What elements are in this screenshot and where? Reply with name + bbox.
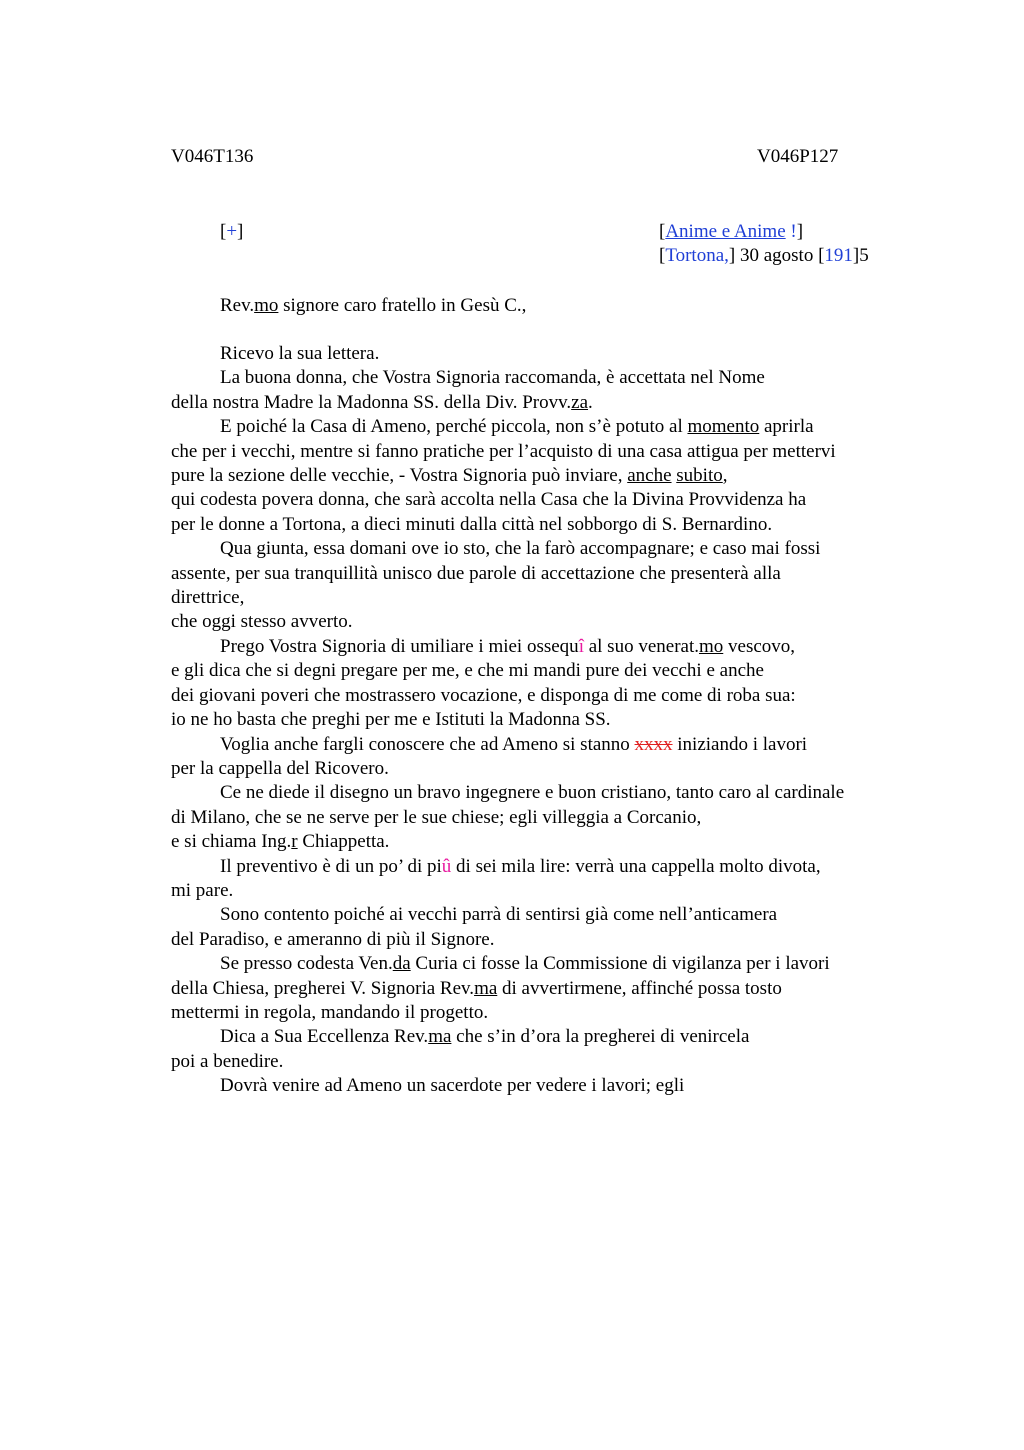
- place-name: Tortona,: [665, 245, 729, 266]
- text-line: Ce ne diede il disegno un bravo ingegnere e buon cristiano, tanto caro al cardinale: [220, 782, 845, 804]
- text-line: mettermi in regola, mandando il progetto.: [171, 1001, 489, 1023]
- text-line: di Milano, che se ne serve per le sue chiese; egli villeggia a Corcanio,: [171, 806, 702, 828]
- date-line: [Tortona,] 30 agosto [191]5: [659, 245, 869, 266]
- motto-exclamation: !: [790, 221, 797, 242]
- cross-marker: [220, 221, 243, 243]
- text-line: direttrice,: [171, 587, 245, 609]
- text-line: La buona donna, che Vostra Signoria raccomanda, è accettata nel Nome: [220, 367, 765, 389]
- text-line: Sono contento poiché ai vecchi parrà di sentirsi già come nell’anticamera: [220, 904, 778, 926]
- text-line: per la cappella del Ricovero.: [171, 757, 389, 779]
- editorial-mark: î: [578, 635, 584, 657]
- text-line: e si chiama Ing.r Chiappetta.: [171, 831, 390, 853]
- year-partial: 191: [824, 245, 853, 266]
- text-line: Dovrà venire ad Ameno un sacerdote per vedere i lavori; egli: [220, 1075, 685, 1097]
- bracket: [: [659, 221, 666, 242]
- motto: [659, 221, 803, 243]
- salutation: Rev.mo signore caro fratello in Gesù C.,: [220, 295, 527, 316]
- text-line: Ricevo la sua lettera.: [220, 343, 380, 364]
- struck-text: xxxx: [634, 733, 673, 755]
- text-line: del Paradiso, e ameranno di più il Signore.: [171, 928, 495, 950]
- motto-link[interactable]: Anime e Anime: [665, 221, 786, 242]
- right-page-code: V046P127: [757, 146, 839, 167]
- text-line: E poiché la Casa di Ameno, perché piccola, non s’è potuto al momento aprirla: [220, 416, 814, 438]
- text-line: qui codesta povera donna, che sarà accolta nella Casa che la Divina Provvidenza ha: [171, 489, 807, 511]
- text-line: Se presso codesta Ven.da Curia ci fosse la Commissione di vigilanza per i lavori: [220, 953, 830, 975]
- text-line: Voglia anche fargli conoscere che ad Ameno si stanno xxxx iniziando i lavori: [220, 733, 808, 755]
- text-line: che per i vecchi, mentre si fanno pratiche per l’acquisto di una casa attigua per mettervi: [171, 440, 836, 462]
- text-line: dei giovani poveri che mostrassero vocazione, e disponga di me come di roba sua:: [171, 684, 796, 706]
- letter-body: [171, 342, 931, 1099]
- date-text: ] 30 agosto [: [728, 245, 825, 266]
- text-line: della nostra Madre la Madonna SS. della Div. Provv.za.: [171, 391, 593, 413]
- text-line: Qua giunta, essa domani ove io sto, che la farò accompagnare; e caso mai fossi: [220, 538, 821, 560]
- text-line: della Chiesa, pregherei V. Signoria Rev.ma di avvertirmene, affinché possa tosto: [171, 977, 782, 999]
- text-line: per le donne a Tortona, a dieci minuti dalla città nel sobborgo di S. Bernardino.: [171, 513, 773, 535]
- cross-symbol: +: [226, 221, 238, 242]
- bracket: ]: [796, 221, 804, 242]
- abbreviation: mo: [254, 295, 279, 316]
- text-line: assente, per sua tranquillità unisco due parole di accettazione che presenterà alla: [171, 562, 781, 584]
- left-page-code: V046T136: [171, 146, 254, 167]
- text-line: Prego Vostra Signoria di umiliare i miei ossequî al suo venerat.mo vescovo,: [220, 635, 796, 657]
- text-line: io ne ho basta che preghi per me e Istituti la Madonna SS.: [171, 709, 611, 731]
- bracket: ]: [237, 221, 244, 242]
- text-line: Il preventivo è di un po’ di piû di sei mila lire: verrà una cappella molto divota,: [220, 855, 821, 877]
- text-line: poi a benedire.: [171, 1050, 284, 1072]
- text-line: che oggi stesso avverto.: [171, 611, 353, 633]
- text-line: pure la sezione delle vecchie, - Vostra Signoria può inviare, anche subito,: [171, 465, 728, 487]
- text-line: e gli dica che si degni pregare per me, e che mi mandi pure dei vecchi e anche: [171, 660, 764, 682]
- bracket: [: [220, 221, 227, 242]
- text-line: Dica a Sua Eccellenza Rev.ma che s’in d’ora la pregherei di venircela: [220, 1026, 750, 1048]
- text-line: mi pare.: [171, 879, 234, 901]
- editorial-mark: û: [441, 855, 452, 877]
